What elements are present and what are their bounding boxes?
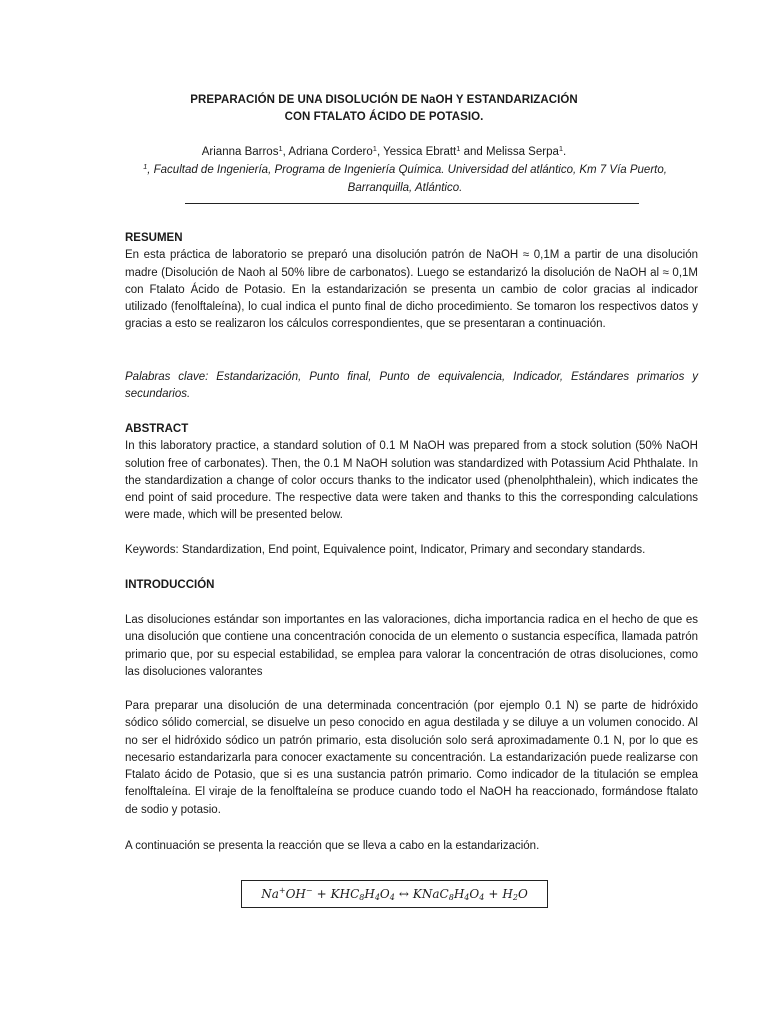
- author-2-affil: 1: [372, 144, 377, 153]
- intro-paragraph-1: [125, 612, 698, 681]
- affiliation-marker: 1: [143, 162, 148, 171]
- title-line-1: PREPARACIÓN DE UNA DISOLUCIÓN DE NaOH Y ESTANDARIZACIÓN: [190, 94, 578, 106]
- resumen-heading: RESUMEN: [125, 232, 183, 244]
- author-3: Yessica Ebratt: [383, 146, 457, 158]
- author-2: Adriana Cordero: [288, 146, 373, 158]
- introduccion-heading-block: [125, 577, 698, 594]
- intro-paragraph-3: [125, 838, 698, 855]
- resumen-section: [125, 230, 698, 334]
- eq-knap-o-sub: 4: [479, 893, 485, 902]
- affiliation-text: , Facultad de Ingeniería, Programa de Ingeniería Química. Universidad del atlántico, Km 7 Vía Puerto, Barranquilla, Atlántico.: [147, 164, 667, 194]
- abstract-section: [125, 421, 698, 525]
- eq-arrow: ↔: [398, 887, 409, 901]
- author-list: [0, 143, 768, 161]
- author-1-affil: 1: [278, 144, 283, 153]
- author-4: Melissa Serpa: [486, 146, 559, 158]
- eq-water-o: O: [517, 887, 528, 901]
- palabras-clave: [125, 369, 698, 404]
- eq-plus-2: +: [488, 887, 499, 901]
- eq-reactant-khp: [331, 887, 395, 901]
- author-1: Arianna Barros: [201, 146, 279, 158]
- eq-knap-h-sub: 4: [464, 893, 470, 902]
- eq-product-knap: [413, 887, 484, 901]
- author-sep-3: and: [460, 146, 486, 158]
- author-sep-1: ,: [282, 146, 289, 158]
- abstract-body: In this laboratory practice, a standard solution of 0.1 M NaOH was prepared from a stock solution (50% NaOH solution free of carbonates). Then, the 0.1 M NaOH solution was standardized with Potassium Acid Phthalate. In the standardization a change of color occurs thanks to the indicator used (phenolphthalein), which indicates the end point of said procedure. The respective data were taken and thanks to this the corresponding calculations were made, which will be presented below.: [125, 440, 698, 522]
- introduccion-heading: INTRODUCCIÓN: [125, 579, 215, 591]
- resumen-body: En esta práctica de laboratorio se preparó una disolución patrón de NaOH ≈ 0,1M a partir de una disolución madre (Disolución de Naoh al 50% libre de carbonatos). Luego se estandarizó la disolución de NaOH al ≈ 0,1M con Ftalato Ácido de Potasio. En la estandarización se presenta un cambio de color gracias al indicador utilizado (fenolftaleína), lo cual indica el punto final de dicho procedimiento. Se tomaron los respectivos datos y gracias a esto se realizaron los cálculos correspondientes, que se presentaran a continuación.: [125, 249, 698, 331]
- intro-p2: Para preparar una disolución de una determinada concentración (por ejemplo 0.1 N) se parte de hidróxido sódico sólido comercial, se disuelve un peso conocido en agua destilada y se diluye a un volumen conocido. Al no ser el hidróxido sódico un patrón primario, esta disolución solo será aproximadamente 0.1 N, por lo que es necesario estandarizarla para conocer exactamente su concentración. La estandarización puede realizarse con Ftalato ácido de Potasio, que si es una sustancia patrón primario. Como indicador de la titulación se emplea fenolftaleína. El viraje de la fenolftaleína se produce cuando todo el NaOH ha reaccionado, formándose ftalato de sodio y potasio.: [125, 700, 698, 816]
- eq-product-water: [502, 887, 527, 901]
- eq-khp-h-sub: 4: [374, 893, 380, 902]
- reaction-equation: [241, 880, 548, 908]
- intro-paragraph-2: [125, 698, 698, 819]
- title-line-2: CON FTALATO ÁCIDO DE POTASIO.: [284, 111, 484, 123]
- author-3-affil: 1: [456, 144, 461, 153]
- eq-knac: KNaC: [412, 887, 449, 901]
- paper-title: [0, 92, 768, 126]
- eq-khc: KHC: [330, 887, 360, 901]
- intro-p3: A continuación se presenta la reacción que se lleva a cabo en la estandarización.: [125, 840, 540, 852]
- eq-oh-charge: −: [305, 886, 313, 895]
- keywords-text: Keywords: Standardization, End point, Equivalence point, Indicator, Primary and secondary standards.: [125, 544, 646, 556]
- eq-oh: OH: [285, 887, 306, 901]
- eq-water-h: H: [502, 887, 513, 901]
- eq-knac-sub: 8: [448, 893, 454, 902]
- palabras-clave-text: Palabras clave: Estandarización, Punto final, Punto de equivalencia, Indicador, Estándares primarios y secundarios.: [125, 371, 698, 401]
- author-4-affil: 1: [558, 144, 564, 153]
- eq-knap-h: H: [453, 887, 465, 901]
- abstract-heading: ABSTRACT: [125, 423, 189, 435]
- author-end: .: [563, 146, 567, 158]
- author-sep-2: ,: [376, 146, 384, 158]
- eq-na: Na: [261, 887, 279, 901]
- intro-p1: Las disoluciones estándar son importantes en las valoraciones, dicha importancia radica en el hecho de que es una disolución que contiene una concentración conocida de un elemento o sustancia específica, llamada patrón primario que, por su especial estabilidad, se emplea para valorar la concentración de otras disoluciones, como las disoluciones valorantes: [125, 614, 698, 678]
- eq-reactant-naoh: [261, 887, 312, 901]
- keywords: [125, 542, 698, 559]
- header-divider: [185, 203, 639, 204]
- eq-water-sub: 2: [512, 893, 518, 902]
- eq-plus-1: +: [316, 887, 327, 901]
- eq-khp-o-sub: 4: [389, 893, 395, 902]
- eq-khc-sub: 8: [359, 893, 365, 902]
- affiliation: [118, 161, 692, 197]
- eq-khp-h: H: [364, 887, 375, 901]
- eq-khp-o: O: [379, 887, 390, 901]
- eq-knap-o: O: [469, 887, 480, 901]
- eq-na-charge: +: [278, 886, 286, 895]
